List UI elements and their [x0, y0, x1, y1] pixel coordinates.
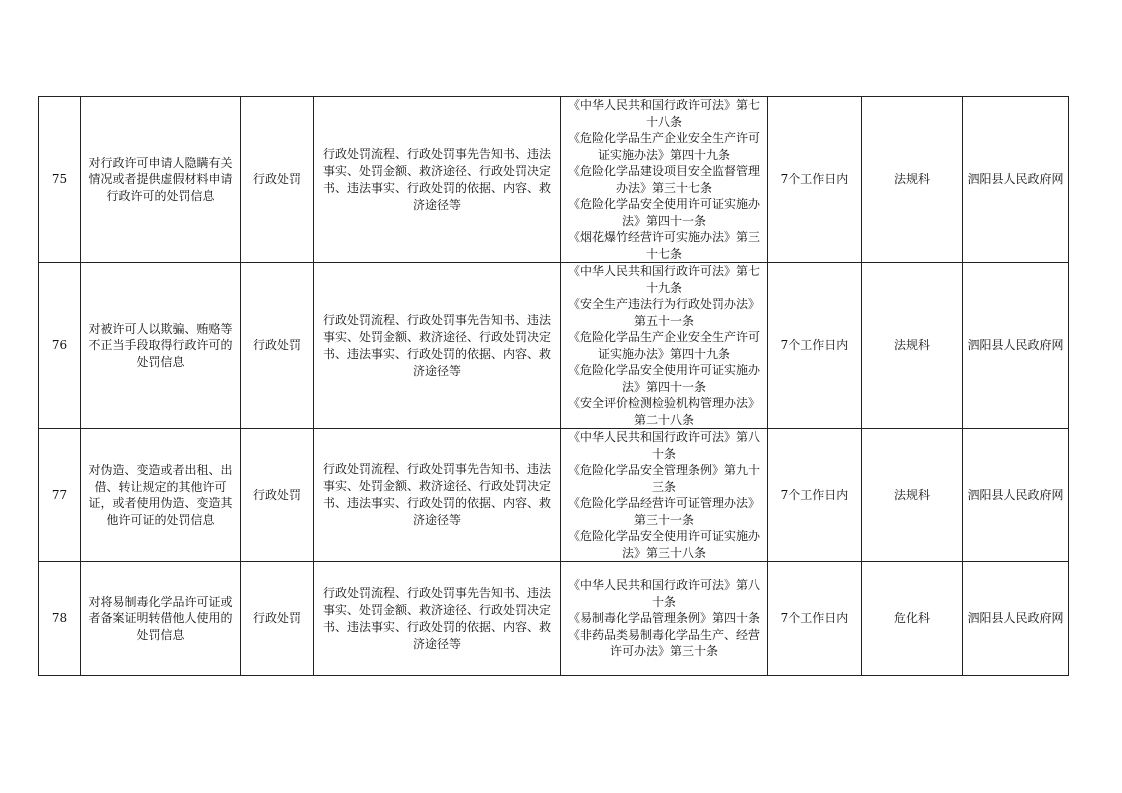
row-number: 76	[39, 263, 81, 429]
legal-basis	[561, 429, 768, 562]
basis-line: 《危险化学品生产企业安全生产许可证实施办法》第四十九条	[567, 131, 760, 162]
row-number: 75	[39, 97, 81, 263]
disclosure-content: 行政处罚流程、行政处罚事先告知书、违法事实、处罚金额、救济途径、行政处罚决定书、违法事实、行政处罚的依据、内容、救济途径等	[314, 97, 561, 263]
basis-line: 《危险化学品安全管理条例》第九十三条	[567, 463, 760, 494]
disclosure-content: 行政处罚流程、行政处罚事先告知书、违法事实、处罚金额、救济途径、行政处罚决定书、违法事实、行政处罚的依据、内容、救济途径等	[314, 263, 561, 429]
legal-basis	[561, 263, 768, 429]
table-row	[39, 263, 1069, 429]
row-number: 78	[39, 562, 81, 676]
category-cell: 行政处罚	[241, 97, 314, 263]
basis-line: 《危险化学品经营许可证管理办法》第三十一条	[567, 496, 760, 527]
disclosure-content: 行政处罚流程、行政处罚事先告知书、违法事实、处罚金额、救济途径、行政处罚决定书、违法事实、行政处罚的依据、内容、救济途径等	[314, 429, 561, 562]
disclosure-item: 对行政许可申请人隐瞒有关情况或者提供虚假材料申请行政许可的处罚信息	[81, 97, 241, 263]
basis-line: 《中华人民共和国行政许可法》第七十九条	[567, 264, 760, 295]
responsible-department: 法规科	[862, 97, 963, 263]
basis-line: 《危险化学品安全使用许可证实施办法》第四十一条	[567, 197, 760, 228]
legal-basis	[561, 97, 768, 263]
disclosure-content: 行政处罚流程、行政处罚事先告知书、违法事实、处罚金额、救济途径、行政处罚决定书、违法事实、行政处罚的依据、内容、救济途径等	[314, 562, 561, 676]
disclosure-table	[38, 96, 1069, 676]
disclosure-item: 对将易制毒化学品许可证或者备案证明转借他人使用的处罚信息	[81, 562, 241, 676]
basis-line: 《中华人民共和国行政许可法》第七十八条	[567, 98, 760, 129]
basis-line: 《非药品类易制毒化学品生产、经营许可办法》第三十条	[567, 627, 760, 659]
disclosure-channel: 泗阳县人民政府网	[963, 97, 1069, 263]
responsible-department: 法规科	[862, 429, 963, 562]
disclosure-item: 对被许可人以欺骗、贿赂等不正当手段取得行政许可的处罚信息	[81, 263, 241, 429]
disclosure-channel: 泗阳县人民政府网	[963, 263, 1069, 429]
responsible-department: 法规科	[862, 263, 963, 429]
basis-line: 《烟花爆竹经营许可实施办法》第三十七条	[567, 230, 760, 261]
table-row	[39, 97, 1069, 263]
basis-line: 《危险化学品安全使用许可证实施办法》第三十八条	[567, 529, 760, 560]
row-number: 77	[39, 429, 81, 562]
category-cell: 行政处罚	[241, 429, 314, 562]
table-row	[39, 429, 1069, 562]
disclosure-deadline: 7个工作日内	[768, 429, 862, 562]
basis-line: 《危险化学品建设项目安全监督管理办法》第三十七条	[567, 164, 760, 195]
basis-line: 《中华人民共和国行政许可法》第八十条	[567, 430, 760, 461]
responsible-department: 危化科	[862, 562, 963, 676]
disclosure-deadline: 7个工作日内	[768, 97, 862, 263]
table-row	[39, 562, 1069, 676]
legal-basis	[561, 562, 768, 676]
disclosure-channel: 泗阳县人民政府网	[963, 562, 1069, 676]
basis-line: 《中华人民共和国行政许可法》第八十条	[567, 578, 760, 609]
disclosure-item: 对伪造、变造或者出租、出借、转让规定的其他许可证，或者使用伪造、变造其他许可证的处罚信息	[81, 429, 241, 562]
basis-line: 《危险化学品安全使用许可证实施办法》第四十一条	[567, 363, 760, 394]
basis-line: 《安全生产违法行为行政处罚办法》第五十一条	[567, 297, 760, 328]
category-cell: 行政处罚	[241, 562, 314, 676]
disclosure-deadline: 7个工作日内	[768, 562, 862, 676]
disclosure-deadline: 7个工作日内	[768, 263, 862, 429]
basis-line: 《安全评价检测检验机构管理办法》第二十八条	[567, 396, 760, 427]
basis-line: 《危险化学品生产企业安全生产许可证实施办法》第四十九条	[567, 330, 760, 361]
basis-line: 《易制毒化学品管理条例》第四十条	[567, 611, 760, 626]
disclosure-channel: 泗阳县人民政府网	[963, 429, 1069, 562]
category-cell: 行政处罚	[241, 263, 314, 429]
